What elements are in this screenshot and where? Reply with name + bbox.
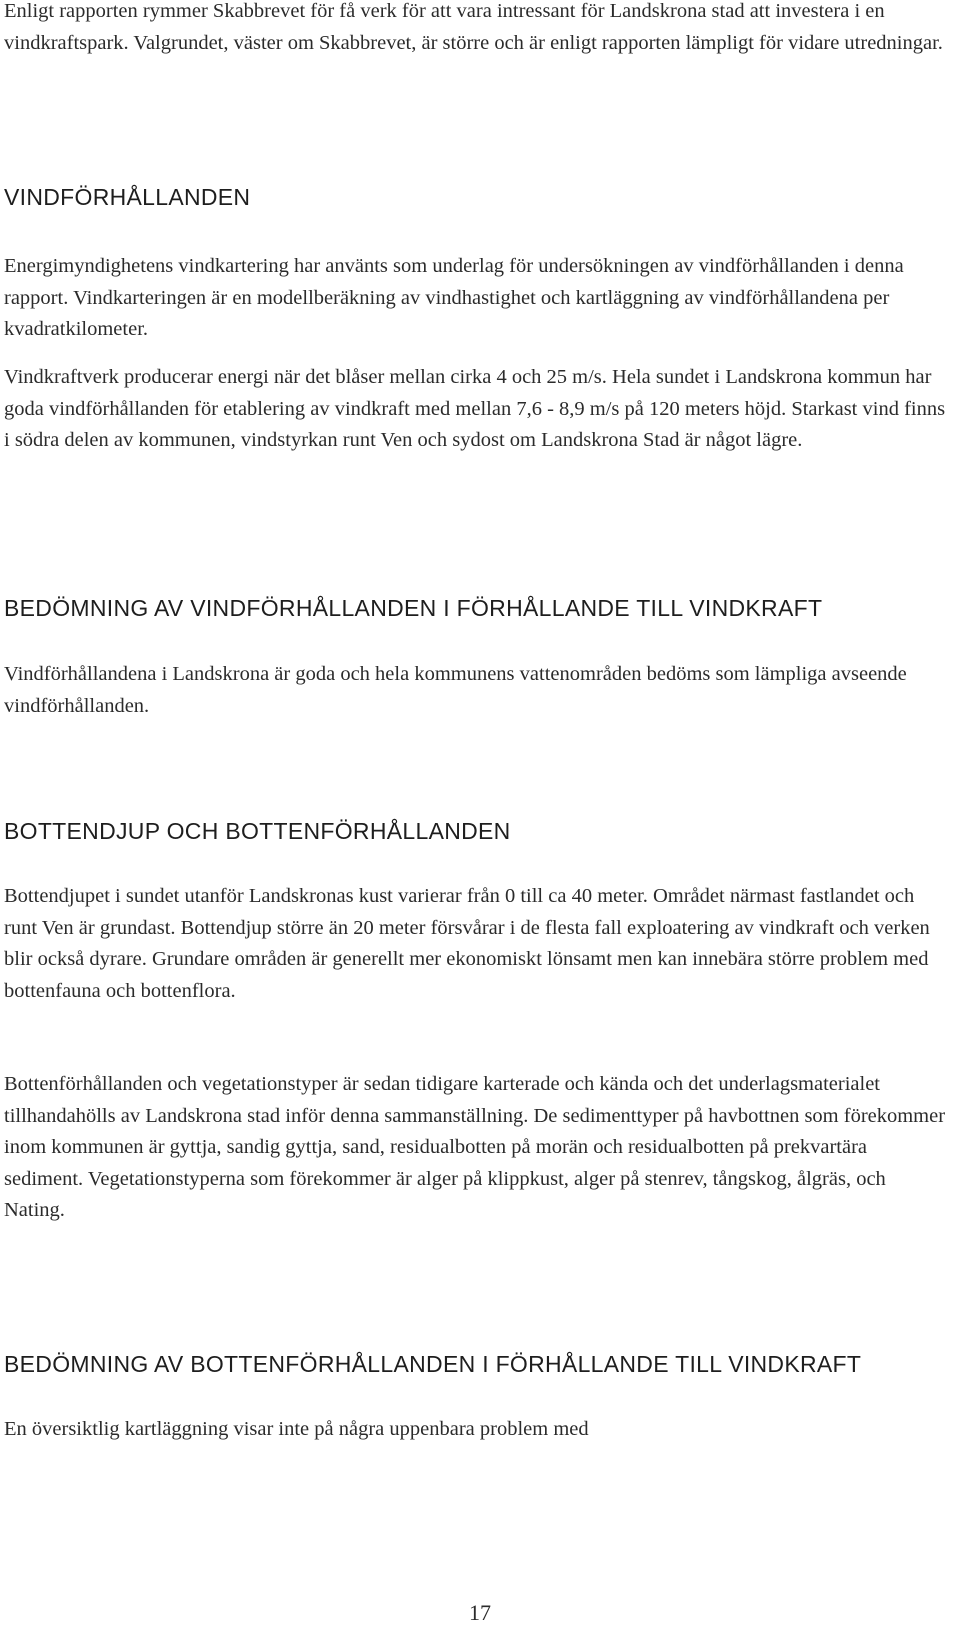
section-heading-wind-assessment: BEDÖMNING AV VINDFÖRHÅLLANDEN I FÖRHÅLLANDE TILL VINDKRAFT (4, 595, 823, 621)
wind-assessment-paragraph: Vindförhållandena i Landskrona är goda och hela kommunens vattenområden bedöms som lämpliga avseende vindförhållanden. (4, 663, 907, 717)
bottom-paragraph-2: Bottenförhållanden och vegetationstyper är sedan tidigare karterade och kända och det underlagsmaterialet tillhandahölls av Landskrona stad inför denna sammanställning. De sedimenttyper på havbottnen som förekommer inom kommunen är gyttja, sandig gyttja, sand, residualbotten på morän och residualbotten på prekvartära sediment. Vegetationstyperna som förekommer är alger på klippkust, alger på stenrev, tångskog, ålgräs, och Nating. (4, 1073, 946, 1221)
bottom-assessment-paragraph: En översiktlig kartläggning visar inte på några uppenbara problem med (4, 1418, 589, 1440)
section-heading-bottom: BOTTENDJUP OCH BOTTENFÖRHÅLLANDEN (4, 818, 511, 844)
section-heading-bottom-assessment: BEDÖMNING AV BOTTENFÖRHÅLLANDEN I FÖRHÅLLANDE TILL VINDKRAFT (4, 1351, 862, 1377)
wind-paragraph-2: Vindkraftverk producerar energi när det blåser mellan cirka 4 och 25 m/s. Hela sundet i Landskrona kommun har goda vindförhållanden för etablering av vindkraft med mellan 7,6 - 8,9 m/s på 120 meters höjd. Starkast vind finns i södra delen av kommunen, vindstyrkan runt Ven och sydost om Landskrona Stad är något lägre. (4, 366, 946, 451)
intro-paragraph: Enligt rapporten rymmer Skabbrevet för få verk för att vara intressant för Landskrona stad att investera i en vindkraftspark. Valgrundet, väster om Skabbrevet, är större och är enligt rapporten lämpligt för vidare utredningar. (4, 0, 943, 54)
section-heading-wind: VINDFÖRHÅLLANDEN (4, 184, 251, 210)
wind-paragraph-1: Energimyndighetens vindkartering har använts som underlag för undersökningen av vindförhållanden i denna rapport. Vindkarteringen är en modellberäkning av vindhastighet och kartläggning av vindförhållandena per kvadratkilometer. (4, 255, 904, 340)
page-number: 17 (469, 1600, 491, 1625)
bottom-paragraph-1: Bottendjupet i sundet utanför Landskronas kust varierar från 0 till ca 40 meter. Området närmast fastlandet och runt Ven är grundast. Bottendjup större än 20 meter försvårar i de flesta fall exploatering av vindkraft och verken blir också dyrare. Grundare områden är generellt mer ekonomiskt lönsamt men kan innebära större problem med bottenfauna och bottenflora. (4, 885, 930, 1002)
